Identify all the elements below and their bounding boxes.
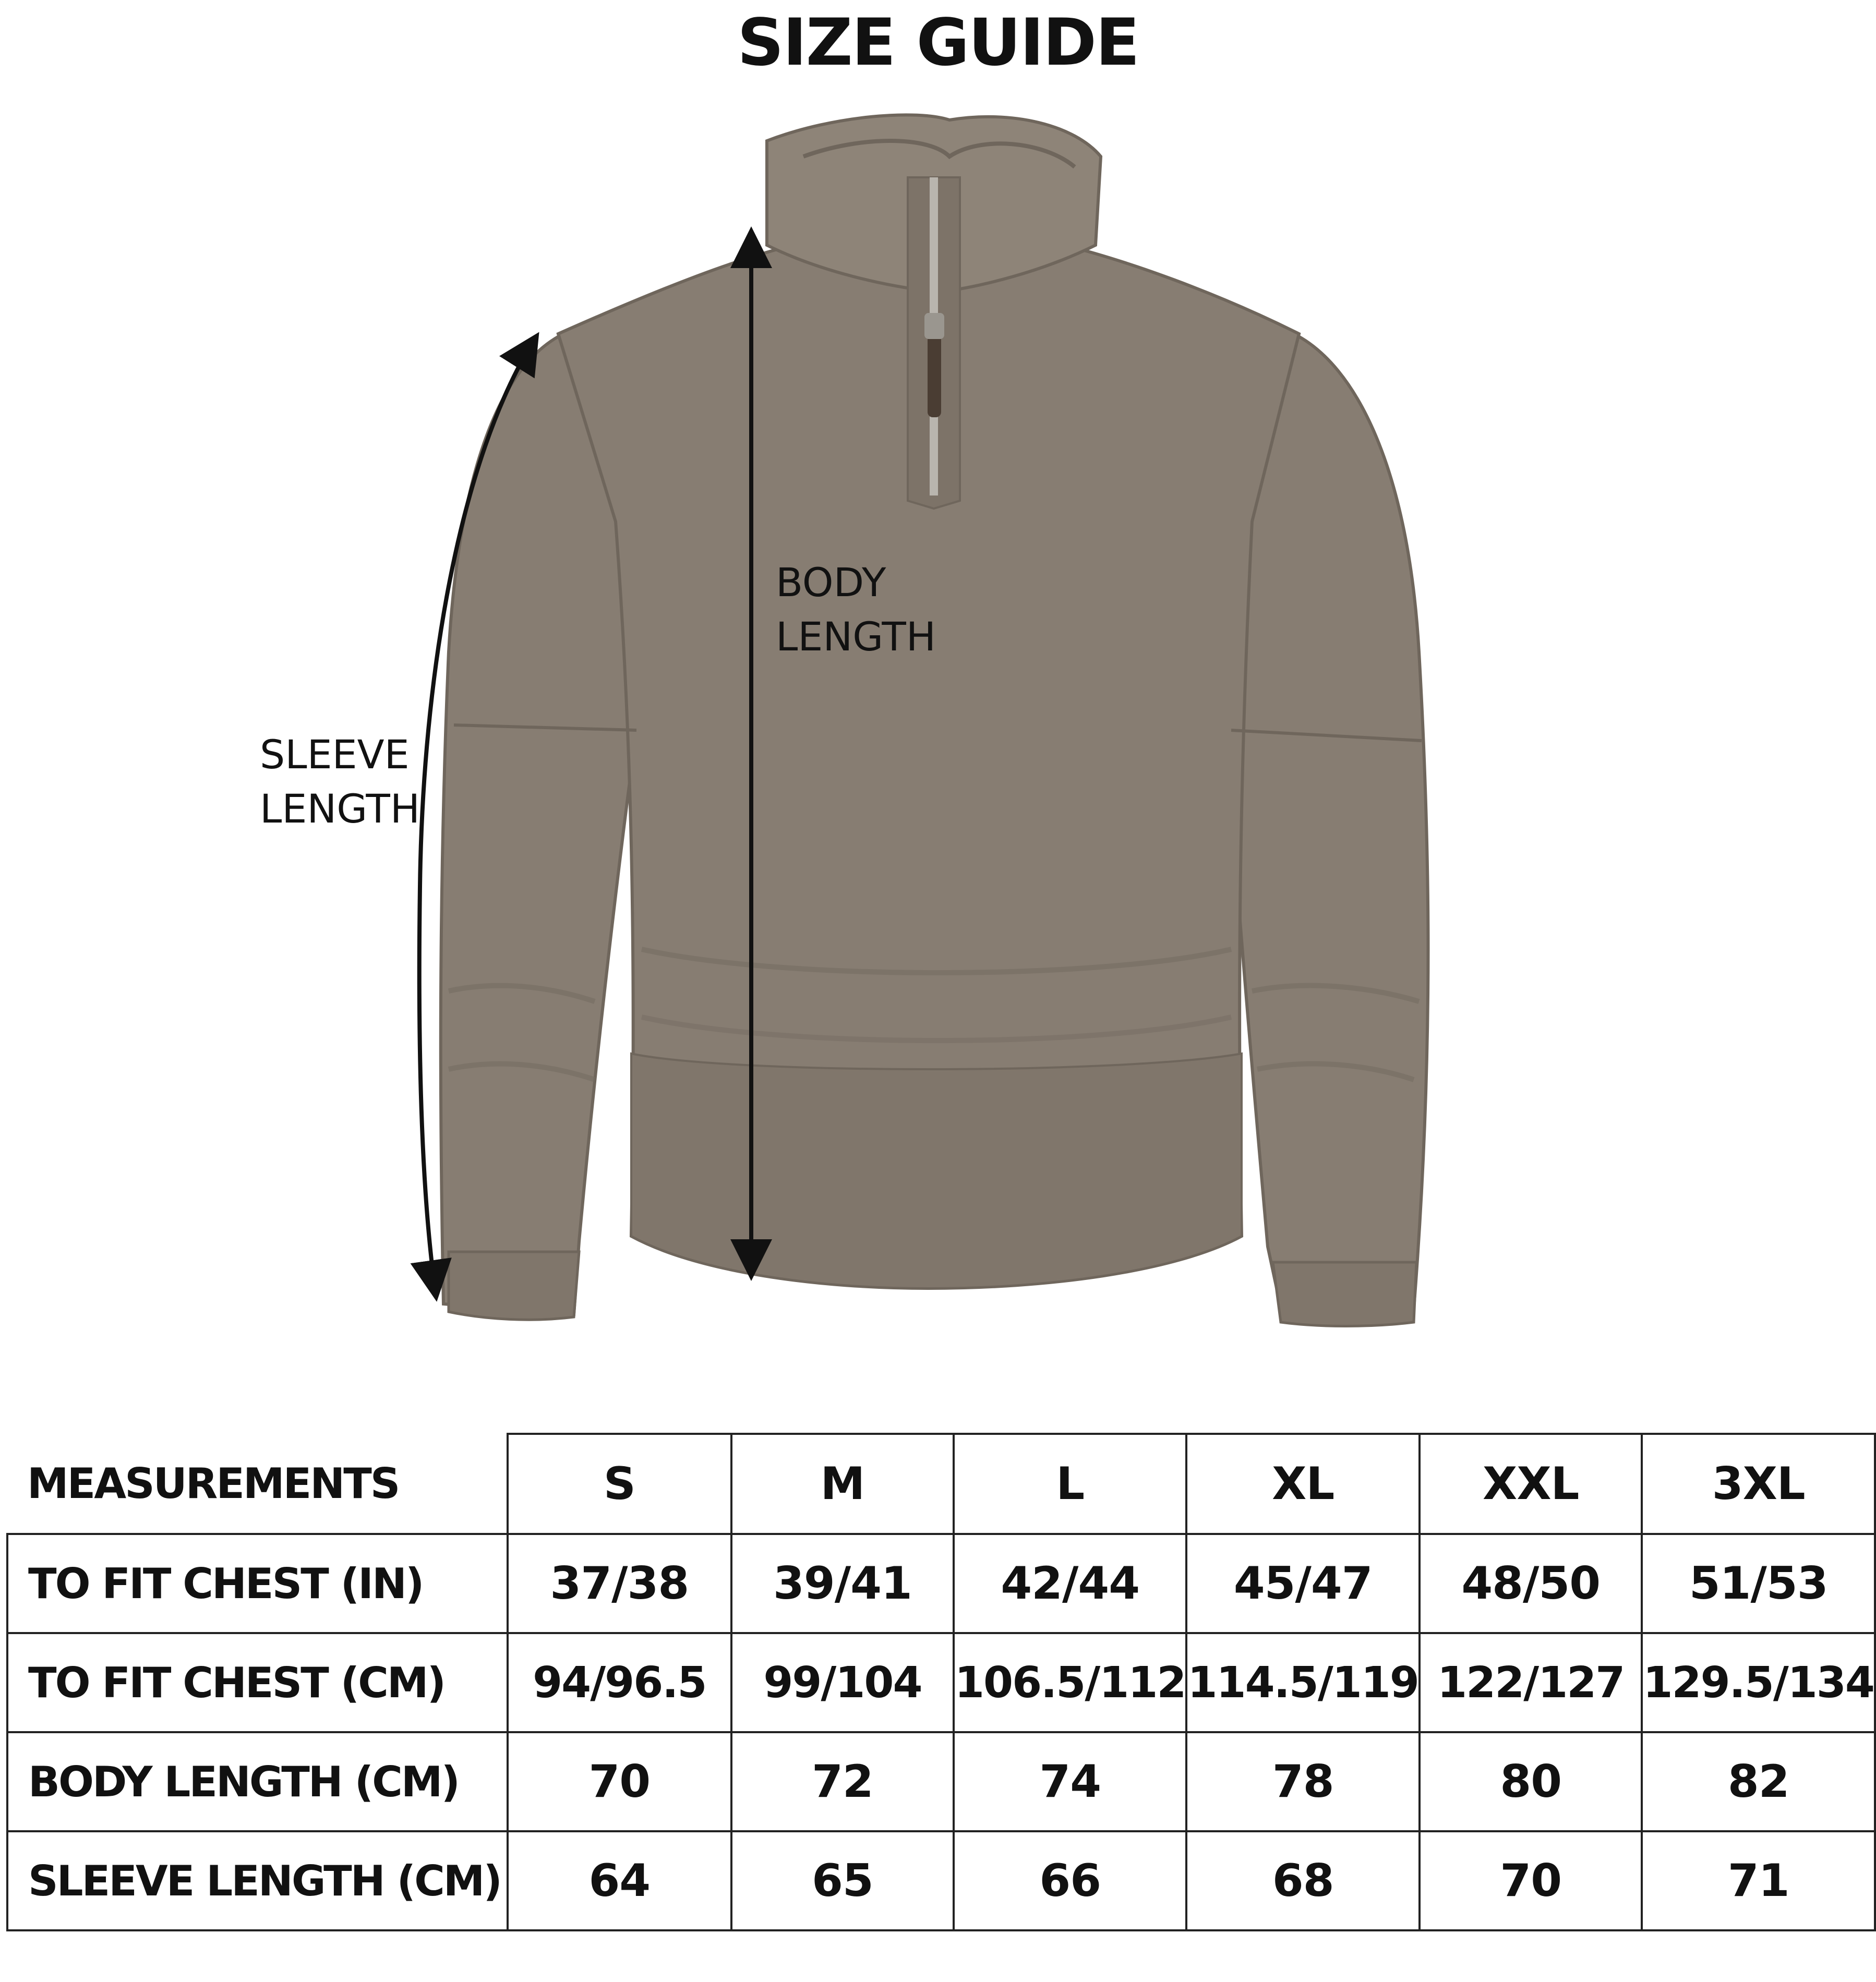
row-label-sleeve-length: SLEEVE LENGTH (CM) <box>7 1831 508 1930</box>
table-cell: 82 <box>1642 1732 1875 1831</box>
table-row-body-length <box>7 1732 1875 1831</box>
table-cell: 48/50 <box>1420 1534 1642 1633</box>
size-header-l: L <box>954 1434 1187 1534</box>
sleeve-length-label-line-1: SLEEVE <box>260 731 410 778</box>
measurements-header: MEASUREMENTS <box>7 1434 508 1534</box>
table-cell: 68 <box>1186 1831 1420 1930</box>
size-header-3xl: 3XL <box>1642 1434 1875 1534</box>
body-length-label-line-1: BODY <box>776 559 886 606</box>
table-cell: 65 <box>731 1831 954 1930</box>
table-cell: 114.5/119 <box>1186 1633 1420 1732</box>
table-cell: 66 <box>954 1831 1187 1930</box>
table-cell: 72 <box>731 1732 954 1831</box>
zipper-slider <box>924 313 944 339</box>
size-header-m: M <box>731 1434 954 1534</box>
table-row-chest-in <box>7 1534 1875 1633</box>
size-header-xl: XL <box>1186 1434 1420 1534</box>
table-cell: 94/96.5 <box>508 1633 731 1732</box>
row-label-chest-cm: TO FIT CHEST (CM) <box>7 1633 508 1732</box>
table-cell: 74 <box>954 1732 1187 1831</box>
table-cell: 51/53 <box>1642 1534 1875 1633</box>
size-header-xxl: XXL <box>1420 1434 1642 1534</box>
table-row-sleeve-length <box>7 1831 1875 1930</box>
table-cell: 71 <box>1642 1831 1875 1930</box>
right-cuff <box>1273 1262 1416 1326</box>
size-header-s: S <box>508 1434 731 1534</box>
table-cell: 70 <box>1420 1831 1642 1930</box>
hem-band <box>631 1054 1242 1288</box>
sleeve-length-label-line-2: LENGTH <box>260 785 420 832</box>
sleeve-length-label <box>260 728 420 836</box>
row-label-body-length: BODY LENGTH (CM) <box>7 1732 508 1831</box>
table-cell: 39/41 <box>731 1534 954 1633</box>
body-length-label <box>776 555 936 664</box>
zipper-pull <box>928 334 941 417</box>
table-cell: 37/38 <box>508 1534 731 1633</box>
row-label-chest-in: TO FIT CHEST (IN) <box>7 1534 508 1633</box>
size-header-row <box>7 1434 1875 1534</box>
body-length-label-line-2: LENGTH <box>776 613 936 660</box>
size-chart-table <box>6 1433 1876 1931</box>
table-cell: 70 <box>508 1732 731 1831</box>
table-cell: 45/47 <box>1186 1534 1420 1633</box>
table-cell: 42/44 <box>954 1534 1187 1633</box>
table-row-chest-cm <box>7 1633 1875 1732</box>
table-cell: 64 <box>508 1831 731 1930</box>
left-cuff <box>449 1252 579 1320</box>
table-cell: 99/104 <box>731 1633 954 1732</box>
page-title: SIZE GUIDE <box>737 5 1139 80</box>
table-cell: 78 <box>1186 1732 1420 1831</box>
table-cell: 80 <box>1420 1732 1642 1831</box>
table-cell: 106.5/112 <box>954 1633 1187 1732</box>
table-cell: 122/127 <box>1420 1633 1642 1732</box>
table-cell: 129.5/134 <box>1642 1633 1875 1732</box>
